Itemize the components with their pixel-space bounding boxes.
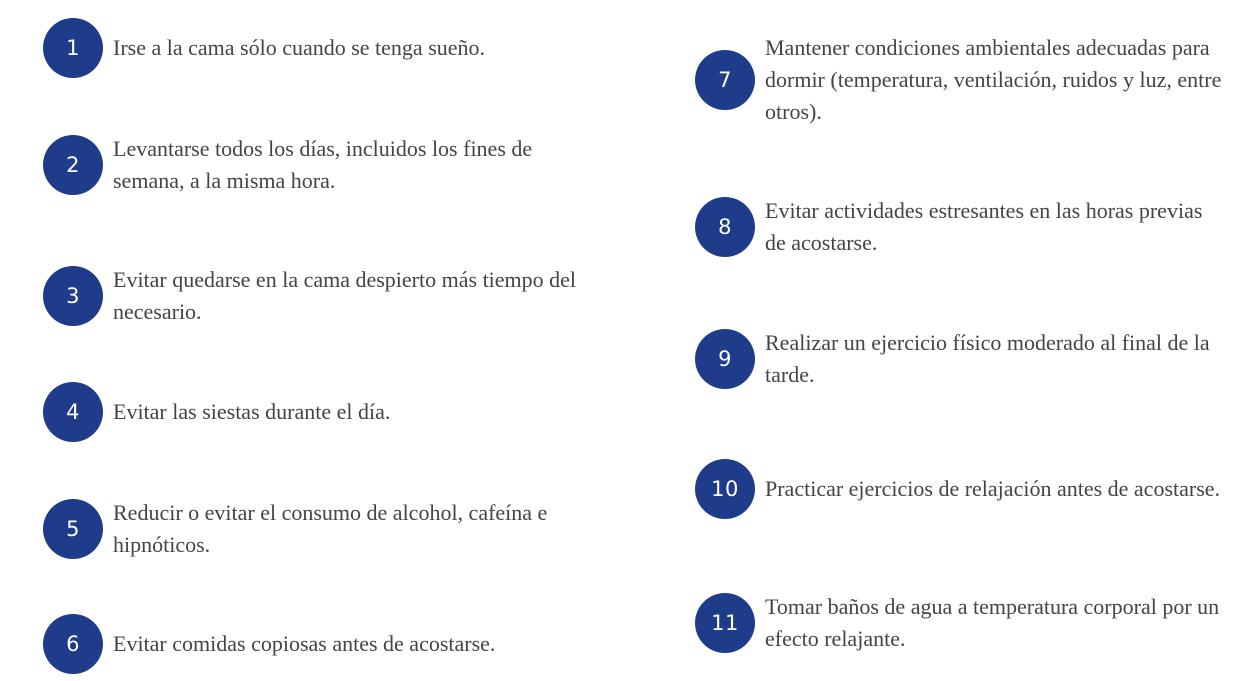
number-badge: 1: [43, 18, 103, 78]
tip-item-5: [43, 497, 583, 561]
tip-item-4: [43, 382, 583, 442]
tip-text: Evitar las siestas durante el día.: [113, 399, 391, 424]
number-badge: 11: [695, 593, 755, 653]
number-badge: 6: [43, 614, 103, 674]
number-badge: 10: [695, 459, 755, 519]
tip-item-10: [695, 459, 1225, 519]
tip-text: Levantarse todos los días, incluidos los fines de semana, a la misma hora.: [113, 136, 533, 193]
number-badge: 2: [43, 135, 103, 195]
tip-item-1: [43, 18, 583, 78]
tip-item-6: [43, 614, 583, 674]
tip-text: Reducir o evitar el consumo de alcohol, cafeína e hipnóticos.: [113, 500, 548, 557]
tip-text: Evitar quedarse en la cama despierto más tiempo del necesario.: [113, 267, 577, 324]
tip-item-11: [695, 591, 1225, 655]
tip-text: Tomar baños de agua a temperatura corporal por un efecto relajante.: [765, 594, 1220, 651]
tip-text: Evitar comidas copiosas antes de acostarse.: [113, 631, 496, 656]
tip-item-2: [43, 133, 583, 197]
number-badge: 3: [43, 266, 103, 326]
tip-text: Practicar ejercicios de relajación antes de acostarse.: [765, 476, 1221, 501]
number-badge: 4: [43, 382, 103, 442]
tip-text: Realizar un ejercicio físico moderado al final de la tarde.: [765, 330, 1210, 387]
tip-item-9: [695, 327, 1225, 391]
tip-text: Mantener condiciones ambientales adecuadas para dormir (temperatura, ventilación, ruidos y luz, entre otros).: [765, 35, 1222, 124]
tip-text: Evitar actividades estresantes en las horas previas de acostarse.: [765, 198, 1203, 255]
number-badge: 8: [695, 197, 755, 257]
tip-item-8: [695, 195, 1225, 259]
number-badge: 7: [695, 50, 755, 110]
tip-item-3: [43, 264, 583, 328]
tip-item-7: [695, 32, 1225, 128]
tip-text: Irse a la cama sólo cuando se tenga sueño.: [113, 35, 486, 60]
number-badge: 9: [695, 329, 755, 389]
number-badge: 5: [43, 499, 103, 559]
